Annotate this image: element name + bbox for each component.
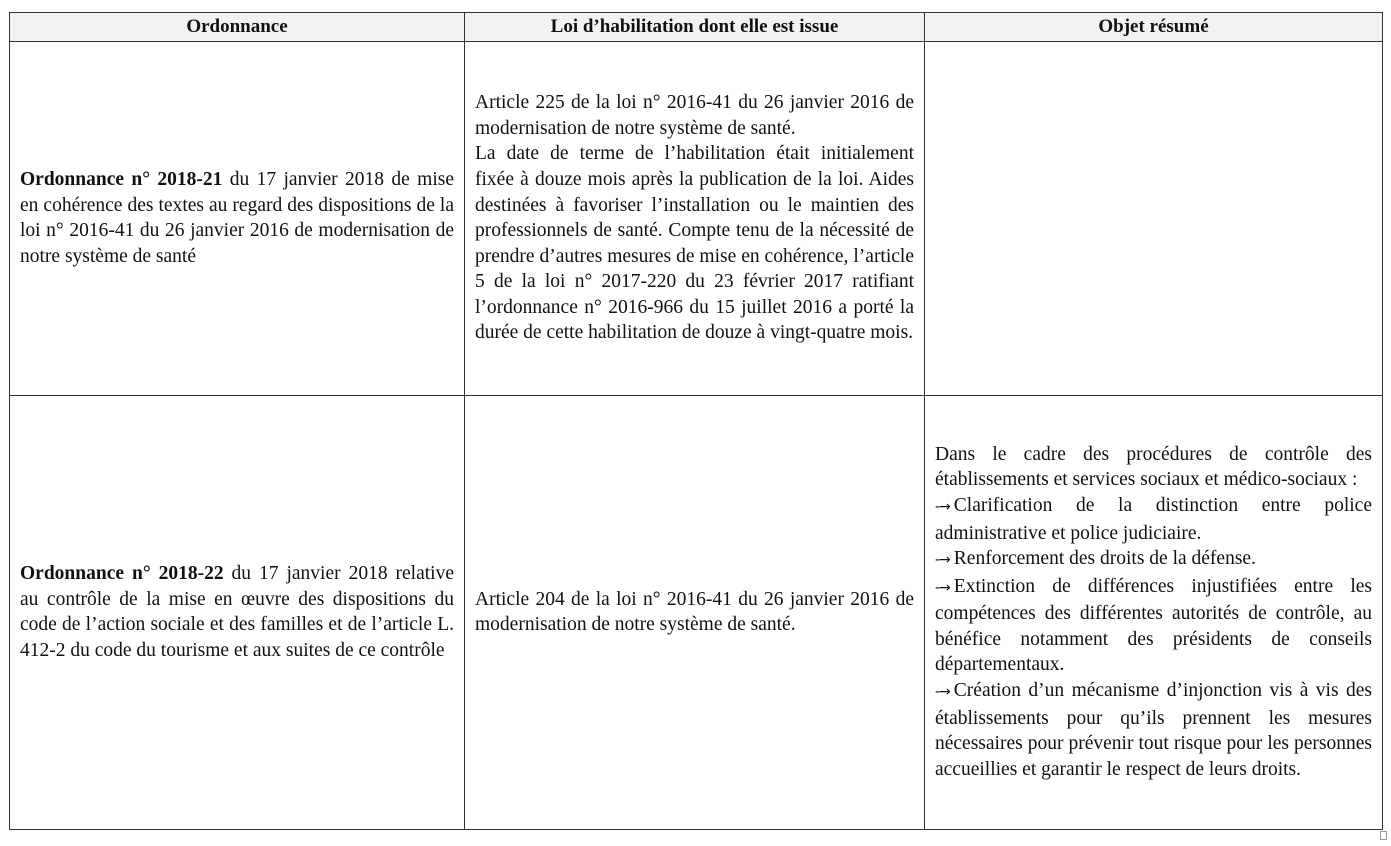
ordonnance-number: Ordonnance n° 2018-22	[20, 562, 224, 584]
ordonnance-description: du 17 janvier 2018 relative au contrôle de la mise en œuvre des dispositions du code de l’action sociale et des familles et de l’article L. 412-2 du code du tourisme et aux suites de ce contrôle	[20, 562, 454, 661]
objet-cell	[925, 41, 1383, 395]
ordonnance-cell	[10, 41, 465, 395]
loi-paragraph: La date de terme de l’habilitation était initialement fixée à douze mois après la publication de la loi. Aides destinées à favoriser l’installation ou le maintien des professionnels de santé. Compte tenu de la nécessité de prendre d’autres mesures de mise en cohérence, l’article 5 de la loi n° 2017-220 du 23 février 2017 ratifiant l’ordonnance n° 2016-966 du 15 juillet 2016 a porté la durée de cette habilitation de douze à vingt-quatre mois.	[475, 143, 914, 344]
header-loi-habilitation: Loi d’habilitation dont elle est issue	[465, 13, 925, 42]
arrow-icon: -→	[935, 498, 950, 515]
loi-cell	[465, 41, 925, 395]
objet-item: -→ Renforcement des droits de la défense.	[935, 548, 1256, 570]
header-objet-resume: Objet résumé	[925, 13, 1383, 42]
resize-handle-icon	[1380, 831, 1387, 840]
ordonnance-description: du 17 janvier 2018 de mise en cohérence des textes au regard des dispositions de la loi n° 2016-41 du 26 janvier 2016 de modernisation de notre système de santé	[20, 168, 455, 267]
ordonnances-table	[9, 12, 1383, 830]
table-row	[10, 41, 1383, 395]
loi-paragraph: Article 204 de la loi n° 2016-41 du 26 janvier 2016 de modernisation de notre système de santé.	[475, 588, 914, 636]
objet-item: -→ Extinction de différences injustifiées entre les compétences des différentes autorités de contrôle, au bénéfice notamment des présidents de conseils départementaux.	[935, 575, 1372, 676]
table-header-row	[10, 13, 1383, 42]
objet-cell	[925, 395, 1383, 829]
arrow-icon: -→	[935, 552, 950, 569]
arrow-icon: -→	[935, 579, 950, 596]
loi-cell	[465, 395, 925, 829]
ordonnance-number: Ordonnance n° 2018-21	[20, 168, 223, 190]
table-row	[10, 395, 1383, 829]
header-ordonnance: Ordonnance	[10, 13, 465, 42]
loi-paragraph: Article 225 de la loi n° 2016-41 du 26 janvier 2016 de modernisation de notre système de santé.	[475, 92, 914, 139]
objet-item: -→ Création d’un mécanisme d’injonction vis à vis des établissements pour qu’ils prennent les mesures nécessaires pour prévenir tout risque pour les personnes accueillies et garantir le respect de leurs droits.	[935, 680, 1372, 780]
objet-item: -→ Clarification de la distinction entre police administrative et police judiciaire.	[935, 494, 1372, 544]
ordonnance-cell	[10, 395, 465, 829]
arrow-icon: -→	[935, 684, 950, 701]
objet-intro: Dans le cadre des procédures de contrôle des établissements et services sociaux et médico-sociaux :	[935, 443, 1372, 491]
